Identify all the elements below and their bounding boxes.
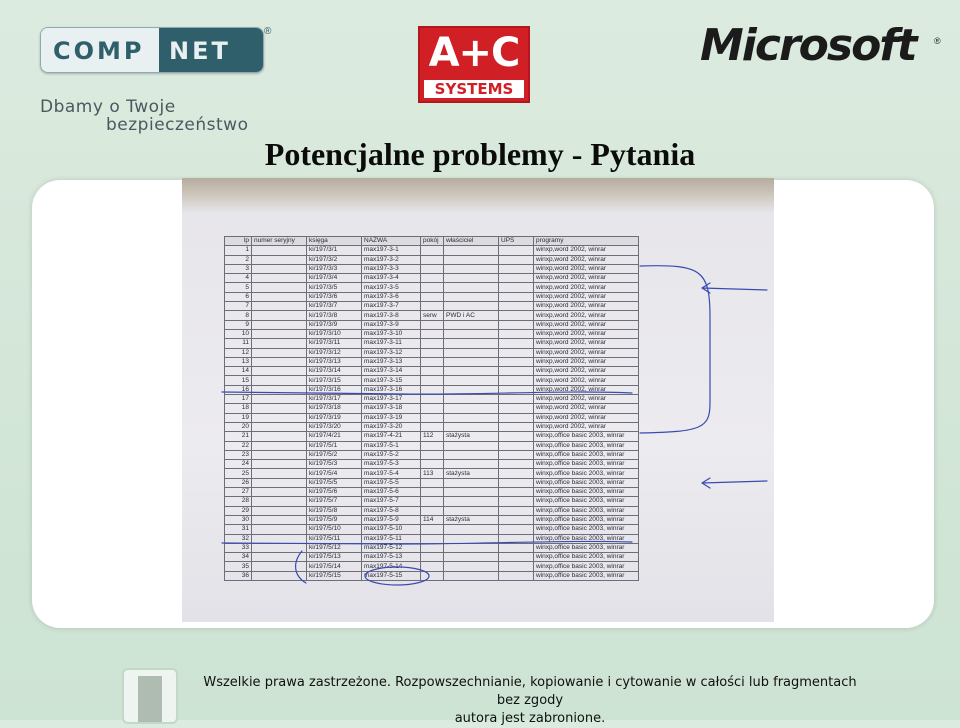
cell-book: ki/197/3/14 [307, 367, 362, 376]
cell-book: ki/197/5/3 [307, 460, 362, 469]
slide-title: Potencjalne problemy - Pytania [264, 136, 696, 172]
cell-programs: winxp,word 2002, winrar [534, 264, 639, 273]
column-header-room: pokój [421, 237, 444, 246]
cell-book: ki/197/3/15 [307, 376, 362, 385]
cell-name: max197-3-1 [362, 246, 421, 255]
cell-name: max197-3-13 [362, 357, 421, 366]
cell-name: max197-3-5 [362, 283, 421, 292]
cell-lp: 26 [225, 478, 252, 487]
cell-lp: 16 [225, 385, 252, 394]
cell-book: ki/197/3/12 [307, 348, 362, 357]
tagline-line-1: Dbamy o Twoje [40, 97, 176, 117]
cell-name: max197-5-5 [362, 478, 421, 487]
column-header-lp: lp [225, 237, 252, 246]
cell-name: max197-5-1 [362, 441, 421, 450]
document-photo [182, 178, 774, 622]
cell-book: ki/197/3/16 [307, 385, 362, 394]
cell-book: ki/197/5/12 [307, 543, 362, 552]
cell-programs: winxp,word 2002, winrar [534, 413, 639, 422]
cell-lp: 8 [225, 311, 252, 320]
cell-book: ki/197/3/19 [307, 413, 362, 422]
ac-systems-logo-bottom: SYSTEMS [424, 80, 524, 98]
cell-programs: winxp,office basic 2003, winrar [534, 469, 639, 478]
cell-book: ki/197/5/8 [307, 506, 362, 515]
cell-owner: PWD i AC [444, 311, 499, 320]
cell-book: ki/197/3/9 [307, 320, 362, 329]
cell-lp: 35 [225, 562, 252, 571]
tagline-line-2: bezpieczeństwo [106, 115, 249, 135]
compnet-tagline [40, 98, 248, 134]
copyright-line-2: autora jest zabronione. [454, 711, 606, 726]
cell-programs: winxp,office basic 2003, winrar [534, 534, 639, 543]
cell-lp: 23 [225, 450, 252, 459]
cell-programs: winxp,office basic 2003, winrar [534, 460, 639, 469]
cell-book: ki/197/5/14 [307, 562, 362, 571]
cell-lp: 4 [225, 274, 252, 283]
cell-name: max197-3-19 [362, 413, 421, 422]
cell-programs: winxp,office basic 2003, winrar [534, 571, 639, 580]
cell-lp: 15 [225, 376, 252, 385]
cell-name: max197-5-15 [362, 571, 421, 580]
cell-lp: 17 [225, 395, 252, 404]
cell-book: ki/197/5/11 [307, 534, 362, 543]
cell-book: ki/197/3/17 [307, 395, 362, 404]
cell-book: ki/197/3/4 [307, 274, 362, 283]
cell-book: ki/197/3/20 [307, 422, 362, 431]
cell-name: max197-5-8 [362, 506, 421, 515]
cell-book: ki/197/5/6 [307, 488, 362, 497]
cell-lp: 20 [225, 422, 252, 431]
ink-strike-row-32 [222, 541, 632, 544]
cell-name: max197-5-9 [362, 515, 421, 524]
cell-name: max197-5-7 [362, 497, 421, 506]
cell-programs: winxp,office basic 2003, winrar [534, 562, 639, 571]
cell-programs: winxp,word 2002, winrar [534, 339, 639, 348]
cell-name: max197-3-4 [362, 274, 421, 283]
cell-room: serw [421, 311, 444, 320]
cell-lp: 30 [225, 515, 252, 524]
cell-name: max197-5-12 [362, 543, 421, 552]
cell-programs: winxp,word 2002, winrar [534, 395, 639, 404]
cell-lp: 25 [225, 469, 252, 478]
cell-programs: winxp,office basic 2003, winrar [534, 432, 639, 441]
cell-book: ki/197/3/11 [307, 339, 362, 348]
cell-lp: 29 [225, 506, 252, 515]
cell-programs: winxp,word 2002, winrar [534, 292, 639, 301]
cell-book: ki/197/4/21 [307, 432, 362, 441]
ink-strike-row-16 [222, 392, 632, 394]
cell-name: max197-3-14 [362, 367, 421, 376]
cell-name: max197-5-13 [362, 553, 421, 562]
cell-name: max197-5-10 [362, 525, 421, 534]
cell-programs: winxp,office basic 2003, winrar [534, 525, 639, 534]
cell-programs: winxp,office basic 2003, winrar [534, 497, 639, 506]
cell-name: max197-3-11 [362, 339, 421, 348]
column-header-programs: programy [534, 237, 639, 246]
compnet-logo-text-left: COMP [53, 37, 145, 65]
cell-room: 113 [421, 469, 444, 478]
cell-book: ki/197/5/2 [307, 450, 362, 459]
cell-programs: winxp,office basic 2003, winrar [534, 488, 639, 497]
cell-name: max197-5-4 [362, 469, 421, 478]
compnet-logo-text-right: NET [169, 37, 231, 65]
column-header-name: NAZWA [362, 237, 421, 246]
cell-book: ki/197/3/1 [307, 246, 362, 255]
cell-programs: winxp,word 2002, winrar [534, 255, 639, 264]
cell-programs: winxp,word 2002, winrar [534, 274, 639, 283]
ac-systems-logo-top: A+C [428, 30, 520, 76]
cell-lp: 11 [225, 339, 252, 348]
cell-programs: winxp,word 2002, winrar [534, 311, 639, 320]
cell-programs: winxp,office basic 2003, winrar [534, 506, 639, 515]
column-header-ups: UPS [499, 237, 534, 246]
cell-lp: 7 [225, 302, 252, 311]
cell-lp: 34 [225, 553, 252, 562]
ink-bracket-lower [296, 551, 306, 583]
cell-name: max197-5-2 [362, 450, 421, 459]
cell-lp: 13 [225, 357, 252, 366]
cell-name: max197-3-20 [362, 422, 421, 431]
cell-book: ki/197/3/5 [307, 283, 362, 292]
compnet-logo [40, 27, 264, 73]
cell-programs: winxp,office basic 2003, winrar [534, 515, 639, 524]
cell-book: ki/197/5/10 [307, 525, 362, 534]
cell-name: max197-5-14 [362, 562, 421, 571]
cell-name: max197-3-9 [362, 320, 421, 329]
cell-programs: winxp,office basic 2003, winrar [534, 553, 639, 562]
cell-programs: winxp,office basic 2003, winrar [534, 450, 639, 459]
cell-programs: winxp,word 2002, winrar [534, 367, 639, 376]
copyright-line-1: Wszelkie prawa zastrzeżone. Rozpowszechnianie, kopiowanie i cytowanie w całości lub fragmentach bez zgody [203, 675, 857, 708]
cell-lp: 5 [225, 283, 252, 292]
cell-programs: winxp,word 2002, winrar [534, 283, 639, 292]
cell-programs: winxp,word 2002, winrar [534, 422, 639, 431]
cell-lp: 9 [225, 320, 252, 329]
cell-name: max197-3-18 [362, 404, 421, 413]
cell-name: max197-5-6 [362, 488, 421, 497]
cell-lp: 10 [225, 329, 252, 338]
cell-book: ki/197/3/3 [307, 264, 362, 273]
cell-programs: winxp,office basic 2003, winrar [534, 478, 639, 487]
microsoft-logo: Microsoft [700, 20, 916, 71]
cell-name: max197-3-15 [362, 376, 421, 385]
cell-book: ki/197/3/13 [307, 357, 362, 366]
cell-room: 114 [421, 515, 444, 524]
ink-circle-row-35-36 [365, 567, 429, 585]
cell-lp: 27 [225, 488, 252, 497]
cell-book: ki/197/3/8 [307, 311, 362, 320]
footer-icon [122, 668, 178, 724]
cell-programs: winxp,word 2002, winrar [534, 246, 639, 255]
compnet-registered-mark: ® [264, 26, 272, 37]
cell-name: max197-3-2 [362, 255, 421, 264]
cell-lp: 24 [225, 460, 252, 469]
cell-lp: 2 [225, 255, 252, 264]
cell-book: ki/197/3/18 [307, 404, 362, 413]
cell-programs: winxp,word 2002, winrar [534, 348, 639, 357]
cell-book: ki/197/5/1 [307, 441, 362, 450]
cell-programs: winxp,office basic 2003, winrar [534, 441, 639, 450]
cell-owner: stażysta [444, 515, 499, 524]
cell-lp: 36 [225, 571, 252, 580]
ink-arrow-top [702, 283, 767, 293]
cell-name: max197-3-16 [362, 385, 421, 394]
footer-icon-inner [138, 676, 162, 722]
cell-lp: 1 [225, 246, 252, 255]
cell-lp: 3 [225, 264, 252, 273]
cell-book: ki/197/5/4 [307, 469, 362, 478]
cell-lp: 22 [225, 441, 252, 450]
cell-book: ki/197/5/7 [307, 497, 362, 506]
cell-book: ki/197/5/13 [307, 553, 362, 562]
cell-lp: 6 [225, 292, 252, 301]
cell-owner: stażysta [444, 432, 499, 441]
cell-book: ki/197/3/2 [307, 255, 362, 264]
cell-lp: 19 [225, 413, 252, 422]
cell-name: max197-3-3 [362, 264, 421, 273]
cell-lp: 32 [225, 534, 252, 543]
column-header-book: księga [307, 237, 362, 246]
column-header-serial: numer seryjny [252, 237, 307, 246]
cell-lp: 31 [225, 525, 252, 534]
cell-programs: winxp,word 2002, winrar [534, 302, 639, 311]
ink-arrow-middle [702, 478, 767, 488]
cell-lp: 33 [225, 543, 252, 552]
cell-name: max197-5-11 [362, 534, 421, 543]
cell-programs: winxp,word 2002, winrar [534, 357, 639, 366]
cell-book: ki/197/3/10 [307, 329, 362, 338]
cell-lp: 18 [225, 404, 252, 413]
cell-book: ki/197/5/9 [307, 515, 362, 524]
cell-lp: 21 [225, 432, 252, 441]
cell-name: max197-5-3 [362, 460, 421, 469]
cell-programs: winxp,word 2002, winrar [534, 385, 639, 394]
cell-book: ki/197/3/7 [307, 302, 362, 311]
cell-name: max197-3-17 [362, 395, 421, 404]
cell-lp: 12 [225, 348, 252, 357]
microsoft-registered-mark: ® [934, 36, 941, 46]
cell-programs: winxp,word 2002, winrar [534, 376, 639, 385]
cell-book: ki/197/3/6 [307, 292, 362, 301]
cell-lp: 28 [225, 497, 252, 506]
cell-programs: winxp,word 2002, winrar [534, 404, 639, 413]
ink-bracket-right [640, 266, 710, 433]
cell-name: max197-3-6 [362, 292, 421, 301]
cell-name: max197-3-12 [362, 348, 421, 357]
cell-owner: stażysta [444, 469, 499, 478]
cell-book: ki/197/5/15 [307, 571, 362, 580]
cell-programs: winxp,word 2002, winrar [534, 320, 639, 329]
cell-name: max197-4-21 [362, 432, 421, 441]
cell-name: max197-3-10 [362, 329, 421, 338]
handwritten-annotations [182, 178, 774, 622]
cell-book: ki/197/5/5 [307, 478, 362, 487]
cell-programs: winxp,word 2002, winrar [534, 329, 639, 338]
ac-systems-logo [418, 26, 530, 103]
cell-lp: 14 [225, 367, 252, 376]
cell-programs: winxp,office basic 2003, winrar [534, 543, 639, 552]
column-header-owner: właściciel [444, 237, 499, 246]
cell-name: max197-3-7 [362, 302, 421, 311]
cell-name: max197-3-8 [362, 311, 421, 320]
cell-room: 112 [421, 432, 444, 441]
